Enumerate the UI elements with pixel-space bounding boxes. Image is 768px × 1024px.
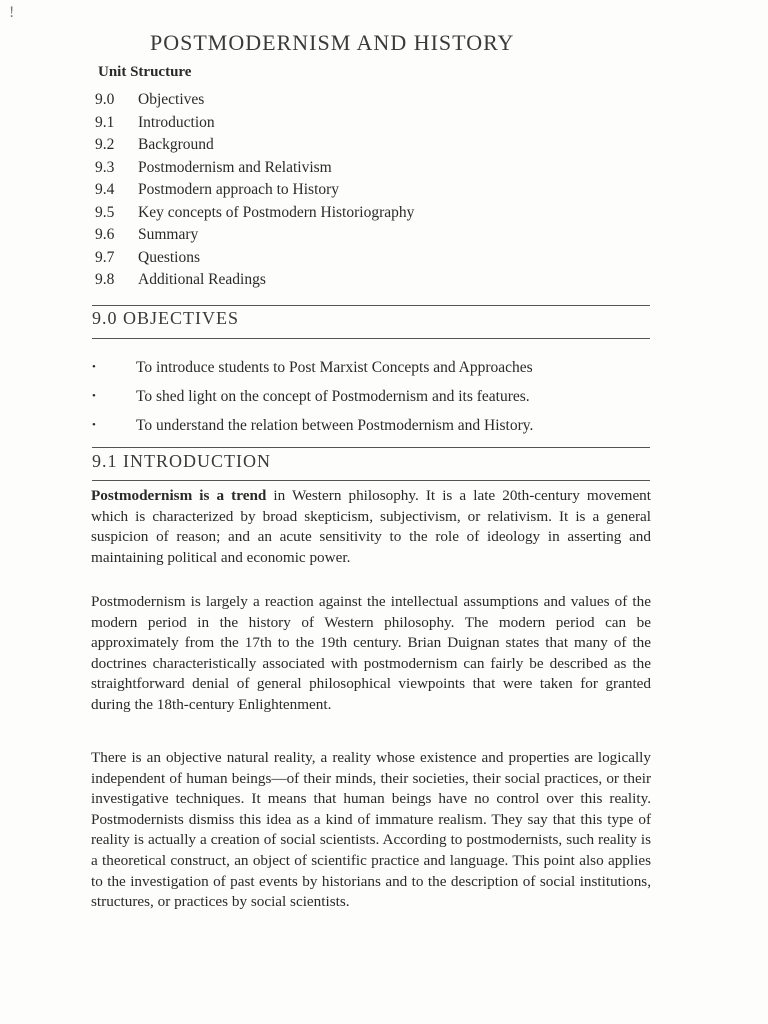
toc-number: 9.6 bbox=[95, 226, 115, 243]
toc-label: Postmodern approach to History bbox=[138, 181, 340, 198]
toc-label: Key concepts of Postmodern Historiography bbox=[138, 203, 415, 221]
toc-number: 9.3 bbox=[95, 158, 115, 176]
toc-item bbox=[95, 157, 414, 180]
toc-item bbox=[95, 89, 414, 112]
toc-item bbox=[95, 247, 414, 270]
toc-label: Questions bbox=[138, 248, 200, 266]
toc-number: 9.2 bbox=[95, 136, 115, 153]
section-divider bbox=[92, 447, 650, 448]
intro-paragraph-2: Postmodernism is largely a reaction against the intellectual assumptions and values of the modern period in the history of Western philosophy. The modern period can be approximately from the 17th to the 19th century. Brian Duignan states that many of the doctrines characteristically associated with postmodernism can fairly be described as the straightforward denial of general philosophical viewpoints that were taken for granted during the 18th-century Enlightenment. bbox=[91, 593, 651, 713]
toc-label: Additional Readings bbox=[138, 271, 266, 288]
objective-text: To introduce students to Post Marxist Concepts and Approaches bbox=[136, 359, 533, 376]
toc-item bbox=[95, 202, 414, 225]
toc-number: 9.7 bbox=[95, 248, 115, 266]
corner-mark: ! bbox=[9, 4, 15, 21]
intro-paragraph-3: There is an objective natural reality, a reality whose existence and properties are logically independent of human beings—of their minds, their societies, their social practices, or their investigative techniques. It means that human beings have no control over this reality. Postmodernists dismiss this idea as a kind of immature realism. They say that this type of reality is actually a creation of social scientists. According to postmodernists, such reality is a theoretical construct, an object of scientific practice and language. This point also applies to the investigation of past events by historians and to the description of social institutions, structures, or practices by social scientists. bbox=[91, 749, 651, 911]
toc-number: 9.4 bbox=[95, 181, 115, 198]
introduction-heading: 9.1 INTRODUCTION bbox=[92, 451, 271, 471]
objective-text: To shed light on the concept of Postmodernism and its features. bbox=[136, 388, 530, 405]
section-divider bbox=[92, 338, 650, 339]
unit-structure-label: Unit Structure bbox=[98, 64, 192, 80]
section-divider bbox=[92, 480, 650, 481]
toc-number: 9.0 bbox=[95, 91, 115, 108]
objectives-list bbox=[92, 353, 533, 440]
table-of-contents bbox=[95, 89, 414, 292]
toc-number: 9.8 bbox=[95, 271, 115, 288]
toc-number: 9.1 bbox=[95, 113, 115, 131]
toc-item bbox=[95, 134, 414, 157]
bullet-icon: • bbox=[92, 361, 96, 373]
bullet-icon: • bbox=[92, 390, 96, 402]
intro-emphasis: Postmodernism is a trend bbox=[91, 487, 267, 504]
toc-item bbox=[95, 269, 414, 292]
toc-label: Summary bbox=[138, 226, 199, 243]
toc-item bbox=[95, 179, 414, 202]
toc-label: Postmodernism and Relativism bbox=[138, 158, 332, 176]
page-title: POSTMODERNISM AND HISTORY bbox=[150, 30, 515, 55]
list-item bbox=[92, 382, 533, 411]
objective-text: To understand the relation between Postmodernism and History. bbox=[136, 417, 534, 434]
toc-item bbox=[95, 112, 414, 135]
bullet-icon: • bbox=[92, 419, 96, 431]
objectives-heading: 9.0 OBJECTIVES bbox=[92, 308, 240, 328]
list-item bbox=[92, 353, 533, 382]
toc-label: Introduction bbox=[138, 113, 215, 131]
toc-label: Objectives bbox=[138, 91, 205, 108]
intro-paragraph-1-text: in Western philosophy. It is a late 20th-century movement which is characterized by broad skepticism, subjectivism, or relativism. It is a general suspicion of reason; and an acute sensitivity to the role of ideology in asserting and maintaining political and economic power. bbox=[91, 487, 652, 566]
section-divider bbox=[92, 305, 650, 306]
intro-paragraph-1 bbox=[91, 486, 651, 568]
list-item bbox=[92, 411, 533, 440]
toc-item bbox=[95, 224, 414, 247]
toc-number: 9.5 bbox=[95, 203, 115, 221]
toc-label: Background bbox=[138, 136, 214, 153]
